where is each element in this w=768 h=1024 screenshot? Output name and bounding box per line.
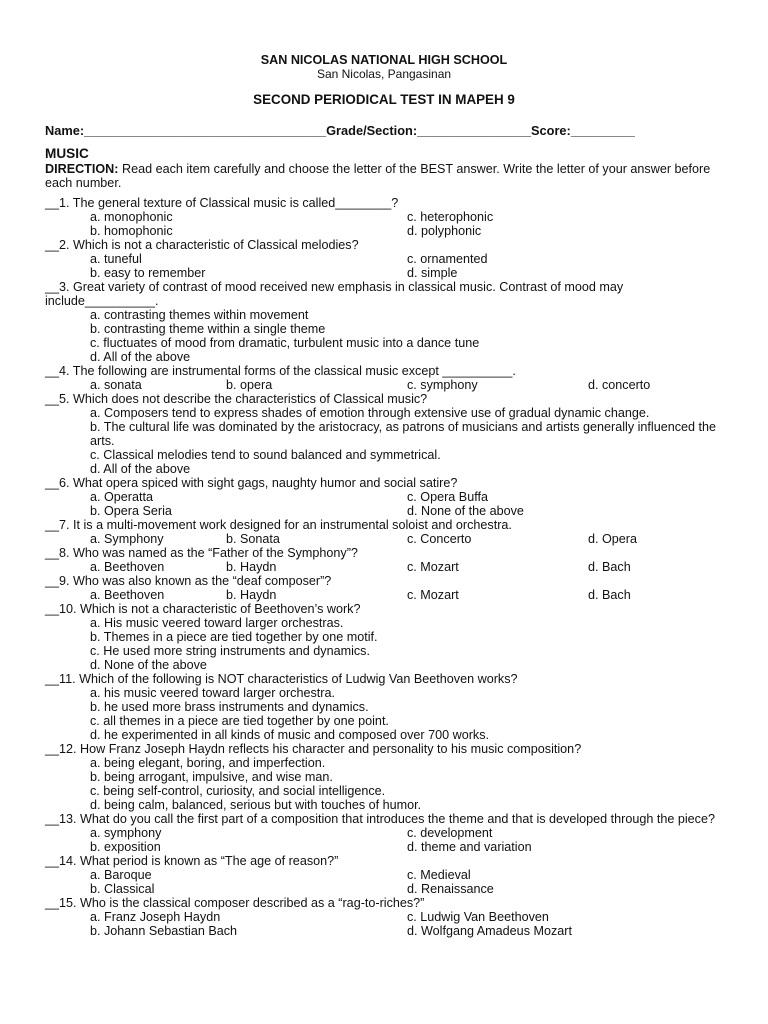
school-name: SAN NICOLAS NATIONAL HIGH SCHOOL — [260, 53, 508, 67]
choice-option: a. Symphony — [90, 532, 164, 546]
question-text: __8. Who was named as the “Father of the Symphony”? — [45, 546, 358, 560]
choice-option: c. Mozart — [407, 588, 459, 602]
choice-option: b. Haydn — [226, 588, 277, 602]
choice-row — [45, 840, 728, 854]
choice-option: c. symphony — [407, 378, 478, 392]
choice-option: b. easy to remember — [90, 266, 206, 280]
choice-option: a. His music veered toward larger orchestras. — [90, 616, 344, 630]
choice-option: d. Opera — [588, 532, 638, 546]
choice-row — [45, 210, 728, 224]
choice-option: b. Haydn — [226, 560, 277, 574]
choice-option: b. exposition — [90, 840, 161, 854]
choice-option: c. Concerto — [407, 532, 472, 546]
choice-option: b. Themes in a piece are tied together by one motif. — [90, 630, 378, 644]
choice-option: d. simple — [407, 266, 458, 280]
choice-option: c. Opera Buffa — [407, 490, 488, 504]
choice-option: d. being calm, balanced, serious but with touches of humor. — [90, 798, 422, 812]
question-text: __4. The following are instrumental forms of the classical music except __________. — [45, 364, 516, 378]
choice-option: c. fluctuates of mood from dramatic, turbulent music into a dance tune — [90, 336, 480, 350]
choice-option: b. being arrogant, impulsive, and wise man. — [90, 770, 333, 784]
choice-option: d. Bach — [588, 588, 631, 602]
choice-option: d. Renaissance — [407, 882, 494, 896]
choice-option: b. Johann Sebastian Bach — [90, 924, 238, 938]
choice-option: c. being self-control, curiosity, and social intelligence. — [90, 784, 386, 798]
choice-option: a. Operatta — [90, 490, 154, 504]
question-text: __6. What opera spiced with sight gags, naughty humor and social satire? — [45, 476, 458, 490]
choice-option: c. He used more string instruments and dynamics. — [90, 644, 370, 658]
question-text: __3. Great variety of contrast of mood received new emphasis in classical music. Contrast of mood may include__________. — [45, 280, 624, 308]
choice-option: b. he used more brass instruments and dynamics. — [90, 700, 369, 714]
choice-option: b. opera — [226, 378, 273, 392]
choice-option: d. concerto — [588, 378, 651, 392]
choice-option: c. Ludwig Van Beethoven — [407, 910, 549, 924]
school-location: San Nicolas, Pangasinan — [316, 67, 452, 81]
direction-text: Read each item carefully and choose the letter of the BEST answer. Write the letter of your answer before each number. — [45, 162, 711, 190]
choice-option: c. heterophonic — [407, 210, 494, 224]
choice-option: d. Bach — [588, 560, 631, 574]
question-text: __5. Which does not describe the characteristics of Classical music? — [45, 392, 428, 406]
choice-row — [45, 826, 728, 840]
choice-option: a. tuneful — [90, 252, 142, 266]
choice-option: a. being elegant, boring, and imperfection. — [90, 756, 326, 770]
choice-option: a. Composers tend to express shades of emotion through extensive use of gradual dynamic change. — [90, 406, 650, 420]
choice-option: a. sonata — [90, 378, 142, 392]
choice-option: d. None of the above — [90, 658, 207, 672]
choice-option: b. Classical — [90, 882, 155, 896]
question-text: __1. The general texture of Classical music is called________? — [45, 196, 399, 210]
question-text: __15. Who is the classical composer described as a “rag-to-riches?” — [45, 896, 425, 910]
choice-option: c. Mozart — [407, 560, 459, 574]
choice-row — [45, 560, 728, 574]
choice-option: a. Baroque — [90, 868, 152, 882]
question-text: __13. What do you call the first part of a composition that introduces the theme and that is developed through the piece? — [45, 812, 715, 826]
choice-option: a. his music veered toward larger orchestra. — [90, 686, 335, 700]
choice-row — [45, 252, 728, 266]
choice-row — [45, 924, 728, 938]
choice-row — [45, 868, 728, 882]
direction — [45, 162, 728, 190]
choice-option: b. The cultural life was dominated by the aristocracy, as patrons of musicians and artists generally influenced the arts. — [90, 420, 717, 448]
choice-option: d. he experimented in all kinds of music and composed over 700 works. — [90, 728, 490, 742]
choice-option: d. theme and variation — [407, 840, 532, 854]
choice-row — [45, 224, 728, 238]
choice-option: d. All of the above — [90, 350, 191, 364]
choice-option: b. Sonata — [226, 532, 280, 546]
choice-option: b. Opera Seria — [90, 504, 172, 518]
choice-option: c. Medieval — [407, 868, 471, 882]
direction-label: DIRECTION: — [45, 162, 119, 176]
choice-option: d. All of the above — [90, 462, 191, 476]
choice-row — [45, 532, 728, 546]
test-title: SECOND PERIODICAL TEST IN MAPEH 9 — [253, 92, 515, 107]
choice-option: c. ornamented — [407, 252, 488, 266]
question-text: __10. Which is not a characteristic of Beethoven’s work? — [45, 602, 361, 616]
question-list — [45, 196, 728, 938]
question-text: __2. Which is not a characteristic of Classical melodies? — [45, 238, 359, 252]
choice-option: b. contrasting theme within a single theme — [90, 322, 326, 336]
choice-option: a. Beethoven — [90, 588, 165, 602]
choice-option: a. Franz Joseph Haydn — [90, 910, 221, 924]
choice-row — [45, 588, 728, 602]
choice-option: d. Wolfgang Amadeus Mozart — [407, 924, 572, 938]
question-text: __9. Who was also known as the “deaf composer”? — [45, 574, 332, 588]
choice-option: d. None of the above — [407, 504, 524, 518]
choice-option: c. all themes in a piece are tied together by one point. — [90, 714, 389, 728]
choice-row — [45, 910, 728, 924]
choice-option: a. Beethoven — [90, 560, 165, 574]
choice-row — [45, 504, 728, 518]
question-text: __12. How Franz Joseph Haydn reflects his character and personality to his music composition? — [45, 742, 582, 756]
choice-row — [45, 378, 728, 392]
choice-row — [45, 490, 728, 504]
choice-option: c. Classical melodies tend to sound balanced and symmetrical. — [90, 448, 441, 462]
choice-option: c. development — [407, 826, 493, 840]
question-text: __7. It is a multi-movement work designed for an instrumental soloist and orchestra. — [45, 518, 512, 532]
question-text: __11. Which of the following is NOT characteristics of Ludwig Van Beethoven works? — [45, 672, 518, 686]
choice-row — [45, 266, 728, 280]
choice-option: d. polyphonic — [407, 224, 482, 238]
choice-option: a. contrasting themes within movement — [90, 308, 309, 322]
choice-row — [45, 882, 728, 896]
test-content — [45, 146, 728, 938]
question-text: __14. What period is known as “The age of reason?” — [45, 854, 339, 868]
section-title: MUSIC — [45, 146, 89, 161]
student-info-line: Name:__________________________________Grade/Section:________________Score:_________ — [45, 123, 635, 138]
choice-option: a. symphony — [90, 826, 162, 840]
choice-option: b. homophonic — [90, 224, 173, 238]
choice-option: a. monophonic — [90, 210, 173, 224]
